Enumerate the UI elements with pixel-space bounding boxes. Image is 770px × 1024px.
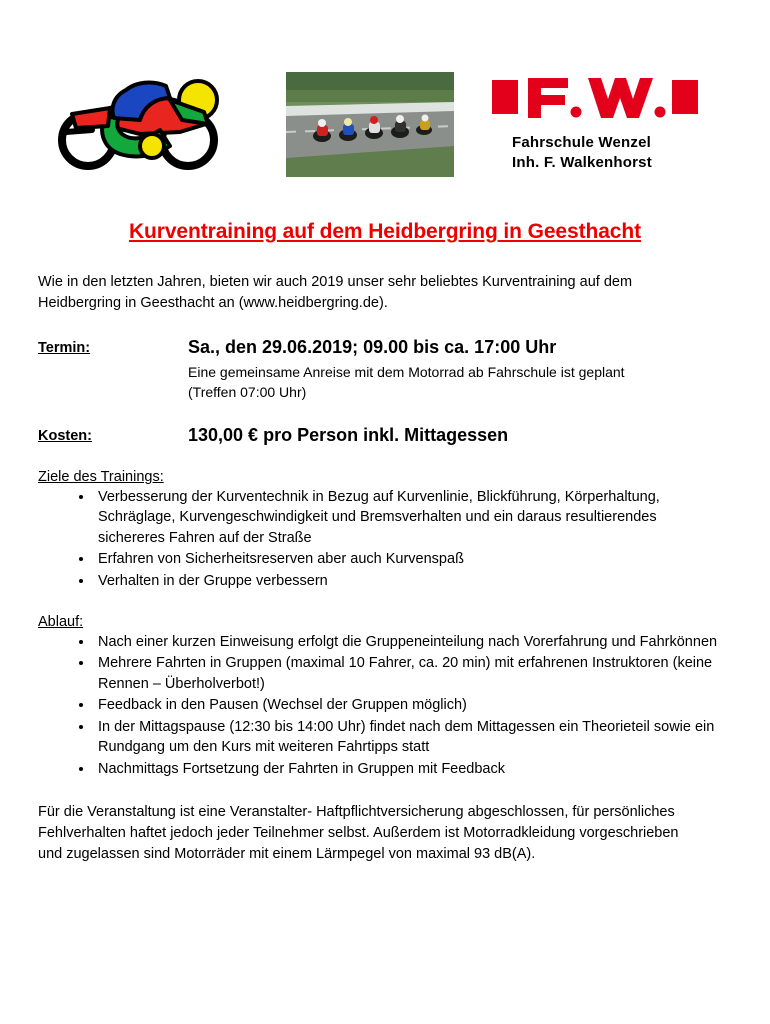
- document-header: [38, 62, 732, 192]
- ablauf-heading: Ablauf:: [38, 613, 84, 630]
- list-item: • In der Mittagspause (12:30 bis 14:00 Uhr) findet nach dem Mittagessen ein Theorieteil sowie ein Rundgang um den Kurs mit weiteren Fahrtipps statt: [94, 717, 718, 758]
- motorcycle-rider-illustration-icon: [48, 62, 238, 172]
- termin-value-group: [188, 336, 732, 402]
- termin-value: Sa., den 29.06.2019; 09.00 bis ca. 17:00 Uhr: [188, 337, 557, 358]
- list-item: • Verhalten in der Gruppe verbessern: [94, 571, 718, 592]
- ziele-heading: Ziele des Trainings:: [38, 468, 164, 485]
- intro-paragraph: Wie in den letzten Jahren, bieten wir auch 2019 unser sehr beliebtes Kurventraining auf dem Heidbergring in Geesthacht an (www.heidbergring.de).: [38, 274, 633, 312]
- termin-label: Termin:: [38, 340, 91, 357]
- termin-row: [38, 336, 732, 402]
- list-item: • Verbesserung der Kurventechnik in Bezug auf Kurvenlinie, Blickführung, Körperhaltung, Schräglage, Kurvengeschwindigkeit und Bremsverhalten und ein daraus resultierendes sichereres Fahren auf der Straße: [94, 487, 718, 549]
- list-item: • Feedback in den Pausen (Wechsel der Gruppen möglich): [94, 695, 718, 716]
- brand-block: [492, 74, 722, 174]
- list-item: • Nach einer kurzen Einweisung erfolgt die Gruppeneinteilung nach Vorerfahrung und Fahrkönnen: [94, 632, 718, 653]
- ablauf-list: [38, 632, 732, 780]
- kosten-row: [38, 424, 732, 447]
- page-title: Kurventraining auf dem Heidbergring in Geesthacht: [128, 220, 641, 243]
- list-item: • Mehrere Fahrten in Gruppen (maximal 10 Fahrer, ca. 20 min) mit erfahrenen Instruktoren (keine Rennen – Überholverbot!): [94, 653, 718, 694]
- kosten-label: Kosten:: [38, 428, 92, 445]
- f-w-logo-icon: [492, 74, 722, 125]
- closing-paragraph: Für die Veranstaltung ist eine Veranstalter- Haftpflichtversicherung abgeschlossen, für persönliches Fehlverhalten haftet jedoch jeder Teilnehmer selbst. Außerdem ist Motorradkleidung vorgeschrieben und zugelassen sind Motorräder mit einem Lärmpegel von maximal 93 dB(A).: [38, 803, 679, 862]
- brand-owner: Inh. F. Walkenhorst: [512, 154, 652, 172]
- list-item: • Erfahren von Sicherheitsreserven aber auch Kurvenspaß: [94, 549, 718, 570]
- ziele-list: [38, 487, 732, 592]
- list-item: • Nachmittags Fortsetzung der Fahrten in Gruppen mit Feedback: [94, 759, 718, 780]
- racetrack-photo: [286, 72, 454, 177]
- kosten-value-group: [188, 424, 732, 447]
- brand-name: Fahrschule Wenzel: [512, 134, 651, 151]
- termin-note: Eine gemeinsame Anreise mit dem Motorrad ab Fahrschule ist geplant (Treffen 07:00 Uhr): [188, 363, 625, 400]
- kosten-value: 130,00 € pro Person inkl. Mittagessen: [188, 425, 509, 446]
